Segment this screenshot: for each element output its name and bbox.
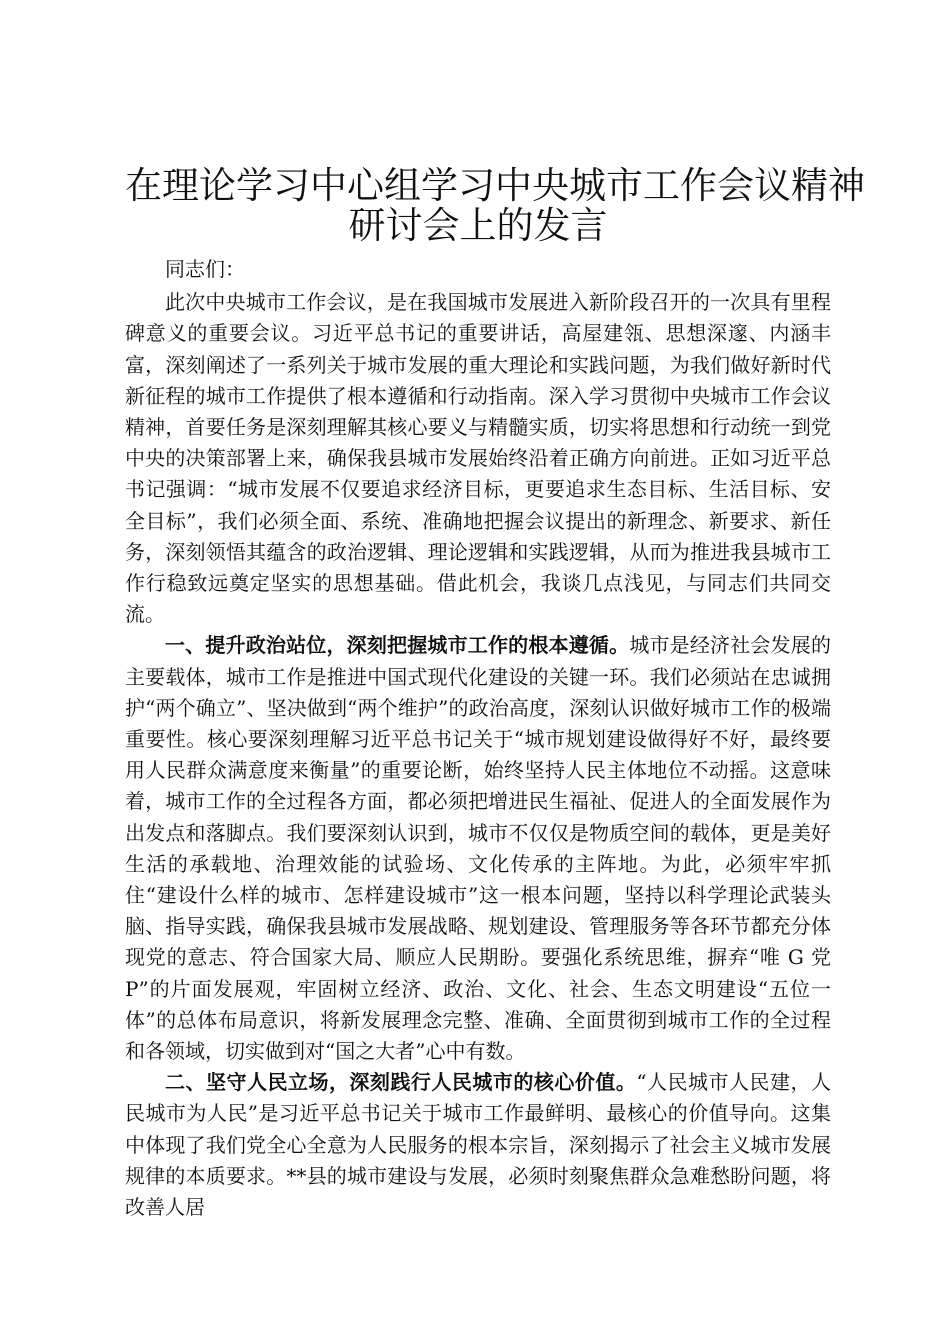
section-1-body: 城市是经济社会发展的主要载体，城市工作是推进中国式现代化建设的关键一环。我们必须站在忠诚拥护“两个确立”、坚决做到“两个维护”的政治高度，深刻认识做好城市工作的极端重要性。核心要深刻理解习近平总书记关于“城市规划建设做得好不好，最终要用人民群众满意度来衡量”的重要论断，始终坚持人民主体地位不动摇。这意味着，城市工作的全过程各方面，都必须把增进民生福祉、促进人的全面发展作为出发点和落脚点。我们要深刻认识到，城市不仅仅是物质空间的载体，更是美好生活的承载地、治理效能的试验场、文化传承的主阵地。为此，必须牢牢抓住“建设什么样的城市、怎样建设城市”这一根本问题，坚持以科学理论武装头脑、指导实践，确保我县城市发展战略、规划建设、管理服务等各环节都充分体现党的意志、符合国家大局、顺应人民期盼。要强化系统思维，摒弃“唯 G 党 P”的片面发展观，牢固树立经济、政治、文化、社会、生态文明建设“五位一体”的总体布局意识，将新发展理念完整、准确、全面贯彻到城市工作的全过程和各领域，切实做到对“国之大者”心中有数。	[125, 633, 831, 1064]
section-2-body: “人民城市人民建，人民城市为人民”是习近平总书记关于城市工作最鲜明、最核心的价值导向。这集中体现了我们党全心全意为人民服务的根本宗旨，深刻揭示了社会主义城市发展规律的本质要求。**县的城市建设与发展，必须时刻聚焦群众急难愁盼问题，将改善人居	[125, 1070, 832, 1220]
title-line-1: 在理论学习中心组学习中央城市工作会议精神	[125, 164, 865, 207]
intro-paragraph: 此次中央城市工作会议，是在我国城市发展进入新阶段召开的一次具有里程碑意义的重要会议。习近平总书记的重要讲话，高屋建瓴、思想深邃、内涵丰富，深刻阐述了一系列关于城市发展的重大理论和实践问题，为我们做好新时代新征程的城市工作提供了根本遵循和行动指南。深入学习贯彻中央城市工作会议精神，首要任务是深刻理解其核心要义与精髓实质，切实将思想和行动统一到党中央的决策部署上来，确保我县城市发展始终沿着正确方向前进。正如习近平总书记强调：“城市发展不仅要追求经济目标，更要追求生态目标、生活目标、安全目标”，我们必须全面、系统、准确地把握会议提出的新理念、新要求、新任务，深刻领悟其蕴含的政治逻辑、理论逻辑和实践逻辑，从而为推进我县城市工作行稳致远奠定坚实的思想基础。借此机会，我谈几点浅见，与同志们共同交流。	[125, 290, 831, 627]
section-1-paragraph	[125, 630, 831, 1067]
salutation: 同志们：	[165, 257, 245, 281]
section-2-heading: 二、坚守人民立场，深刻践行人民城市的核心价值。	[165, 1070, 637, 1095]
section-2-paragraph	[125, 1067, 831, 1223]
section-1-heading: 一、提升政治站位，深刻把握城市工作的根本遵循。	[165, 633, 630, 658]
title-line-2: 研讨会上的发言	[348, 204, 608, 247]
document-title	[125, 164, 865, 247]
document-body	[125, 254, 831, 1223]
document-page	[125, 164, 865, 1223]
